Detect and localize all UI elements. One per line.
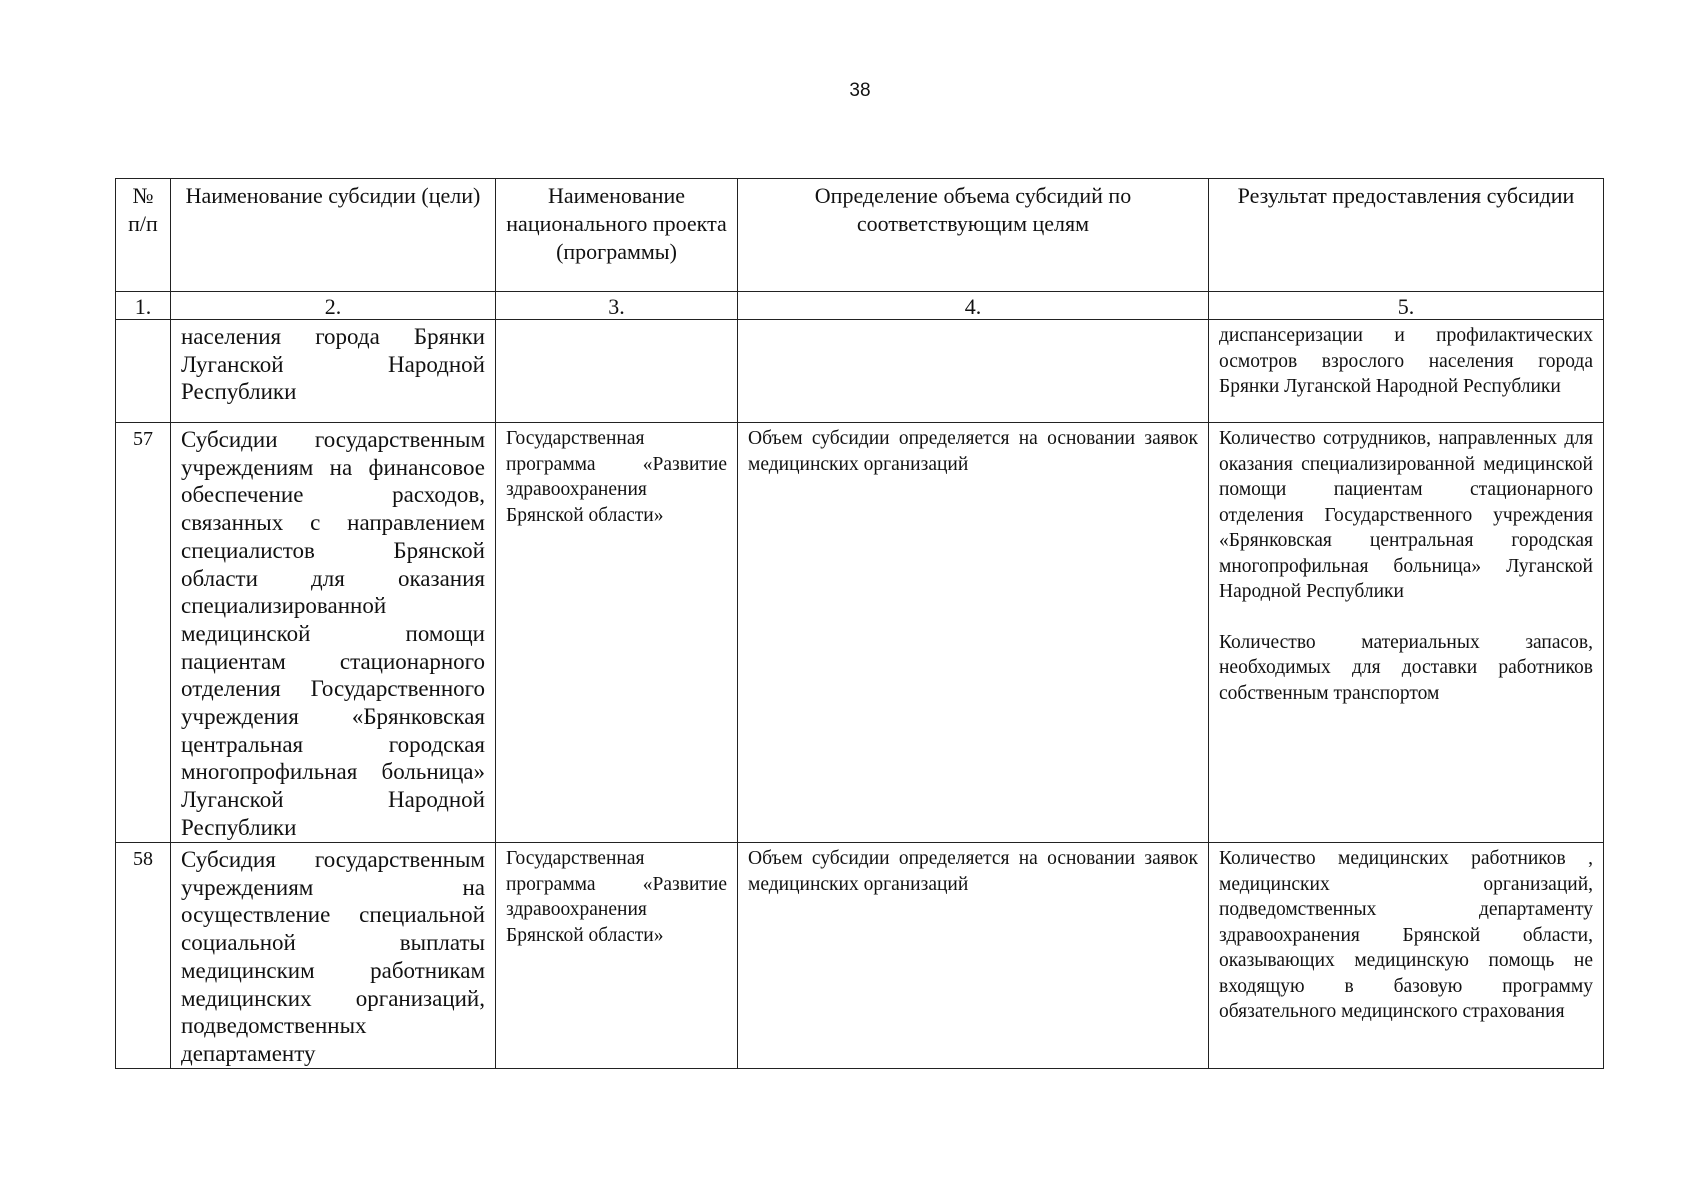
- column-number: 1.: [116, 292, 171, 320]
- program-cell: Государственная программа «Развитие здравоохранения Брянской области»: [496, 843, 738, 1069]
- column-number: 4.: [738, 292, 1209, 320]
- result-cell: [1209, 320, 1604, 423]
- subsidy-table: [115, 178, 1604, 1069]
- program-cell: Государственная программа «Развитие здравоохранения Брянской области»: [496, 423, 738, 843]
- row-number: [116, 320, 171, 423]
- header-national-project: Наименование национального проекта (программы): [496, 179, 738, 292]
- column-number: 5.: [1209, 292, 1604, 320]
- column-number-row: [116, 292, 1604, 320]
- column-number: 3.: [496, 292, 738, 320]
- subsidy-name-cell: населения города Брянки Луганской Народной Республики: [171, 320, 496, 423]
- result-text: Количество медицинских работников , медицинских организаций, подведомственных департаменту здравоохранения Брянской области, оказывающих медицинскую помощь не входящую в базовую программу обязательного медицинского страхования: [1219, 848, 1593, 1022]
- subsidy-name-cell: Субсидии государственным учреждениям на финансовое обеспечение расходов, связанных с направлением специалистов Брянской области для оказания специализированной медицинской помощи пациентам стационарного отделения Государственного учреждения «Брянковская центральная городская многопрофильная больница» Луганской Народной Республики: [171, 423, 496, 843]
- subsidy-name-cell: Субсидия государственным учреждениям на осуществление специальной социальной выплаты медицинским работникам медицинских организаций, подведомственных департаменту: [171, 843, 496, 1069]
- header-result: Результат предоставления субсидии: [1209, 179, 1604, 292]
- result-cell: [1209, 423, 1604, 843]
- header-row: [116, 179, 1604, 292]
- result-cell: [1209, 843, 1604, 1069]
- header-number: № п/п: [116, 179, 171, 292]
- volume-cell: Объем субсидии определяется на основании заявок медицинских организаций: [738, 423, 1209, 843]
- header-subsidy-name: Наименование субсидии (цели): [171, 179, 496, 292]
- result-text: Количество материальных запасов, необходимых для доставки работников собственным транспортом: [1219, 631, 1593, 704]
- result-text: Количество сотрудников, направленных для оказания специализированной медицинской помощи пациентам стационарного отделения Государственного учреждения «Брянковская центральная городская многопрофильная больница» Луганской Народной Республики: [1219, 428, 1593, 602]
- table-row: [116, 320, 1604, 423]
- header-volume-definition: Определение объема субсидий по соответствующим целям: [738, 179, 1209, 292]
- row-number: 57: [116, 423, 171, 843]
- result-text: диспансеризации и профилактических осмотров взрослого населения города Брянки Луганской Народной Республики: [1219, 325, 1593, 397]
- table-row: [116, 843, 1604, 1069]
- table-row: [116, 423, 1604, 843]
- page-number: 38: [849, 80, 871, 101]
- row-number: 58: [116, 843, 171, 1069]
- column-number: 2.: [171, 292, 496, 320]
- volume-cell: [738, 320, 1209, 423]
- volume-cell: Объем субсидии определяется на основании заявок медицинских организаций: [738, 843, 1209, 1069]
- program-cell: [496, 320, 738, 423]
